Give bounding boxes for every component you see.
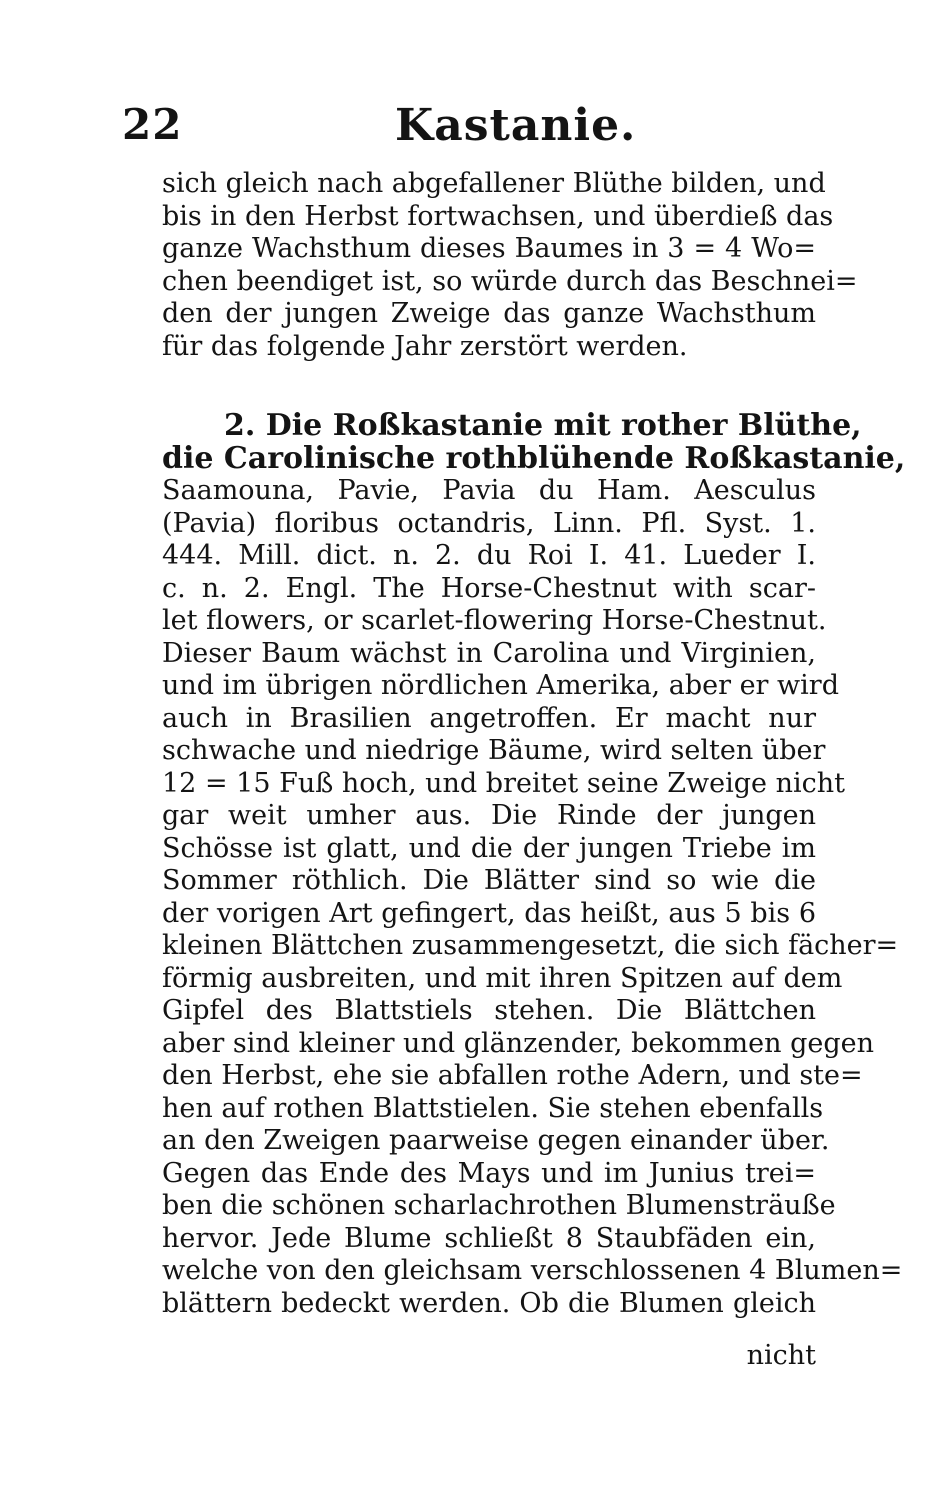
text-line: kleinen Blättchen zusammengesetzt, die sich fächer= <box>162 930 899 961</box>
text-line: der vorigen Art gefingert, das heißt, aus 5 bis 6 <box>162 897 816 929</box>
text-line: sich gleich nach abgefallener Blüthe bilden, und <box>162 168 826 199</box>
text-line: chen beendiget ist, so würde durch das Beschnei= <box>162 265 858 297</box>
text-line: gar weit umher aus. Die Rinde der jungen <box>162 800 816 831</box>
running-head: Kastanie. <box>395 100 637 151</box>
text-line: Sommer röthlich. Die Blätter sind so wie die <box>162 865 816 896</box>
text-line: Schösse ist glatt, und die der jungen Triebe im <box>162 832 816 864</box>
paragraph-species-entry <box>162 408 906 1320</box>
text-line: für das folgende Jahr zerstört werden. <box>162 330 688 362</box>
text-line: let flowers, or scarlet-flowering Horse-Chestnut. <box>162 605 827 636</box>
text-line: förmig ausbreiten, und mit ihren Spitzen auf dem <box>162 962 843 994</box>
text-line: Gegen das Ende des Mays und im Junius trei= <box>162 1157 816 1189</box>
text-line: 444. Mill. dict. n. 2. du Roi I. 41. Lueder I. <box>162 540 816 571</box>
text-line: Dieser Baum wächst in Carolina und Virginien, <box>162 637 816 669</box>
catchword: nicht <box>746 1340 816 1371</box>
text-line: hen auf rothen Blattstielen. Sie stehen ebenfalls <box>162 1092 824 1124</box>
text-line: 12 = 15 Fuß hoch, und breitet seine Zweige nicht <box>162 767 845 799</box>
text-line: und im übrigen nördlichen Amerika, aber er wird <box>162 670 839 701</box>
text-line: auch in Brasilien angetroffen. Er macht nur <box>162 702 816 734</box>
text-line: den Herbst, ehe sie abfallen rothe Adern, und ste= <box>162 1060 863 1091</box>
text-line: blättern bedeckt werden. Ob die Blumen gleich <box>162 1287 816 1319</box>
text-line: Gipfel des Blattstiels stehen. Die Blättchen <box>162 995 816 1026</box>
text-line: (Pavia) floribus octandris, Linn. Pfl. Syst. 1. <box>162 507 816 539</box>
text-line: schwache und niedrige Bäume, wird selten über <box>162 735 826 766</box>
text-line: Saamouna, Pavie, Pavia du Ham. Aesculus <box>162 475 816 506</box>
species-heading-line: die Carolinische rothblühende Roßkastanie, <box>162 440 906 476</box>
text-line: c. n. 2. Engl. The Horse-Chestnut with scar- <box>162 572 816 604</box>
paragraph-continuation <box>162 168 858 363</box>
text-line: ganze Wachsthum dieses Baumes in 3 = 4 Wo= <box>162 233 816 264</box>
text-line: bis in den Herbst fortwachsen, und überdieß das <box>162 200 834 232</box>
text-line: an den Zweigen paarweise gegen einander über. <box>162 1125 830 1156</box>
text-line: aber sind kleiner und glänzender, bekommen gegen <box>162 1027 875 1059</box>
text-line: den der jungen Zweige das ganze Wachsthum <box>162 298 816 329</box>
text-line: ben die schönen scharlachrothen Blumensträuße <box>162 1190 836 1221</box>
text-line: welche von den gleichsam verschlossenen 4 Blumen= <box>162 1255 903 1286</box>
species-heading-line: 2. Die Roßkastanie mit rother Blüthe, <box>224 408 862 443</box>
text-line: hervor. Jede Blume schließt 8 Staubfäden ein, <box>162 1222 816 1254</box>
page-number: 22 <box>122 100 183 149</box>
